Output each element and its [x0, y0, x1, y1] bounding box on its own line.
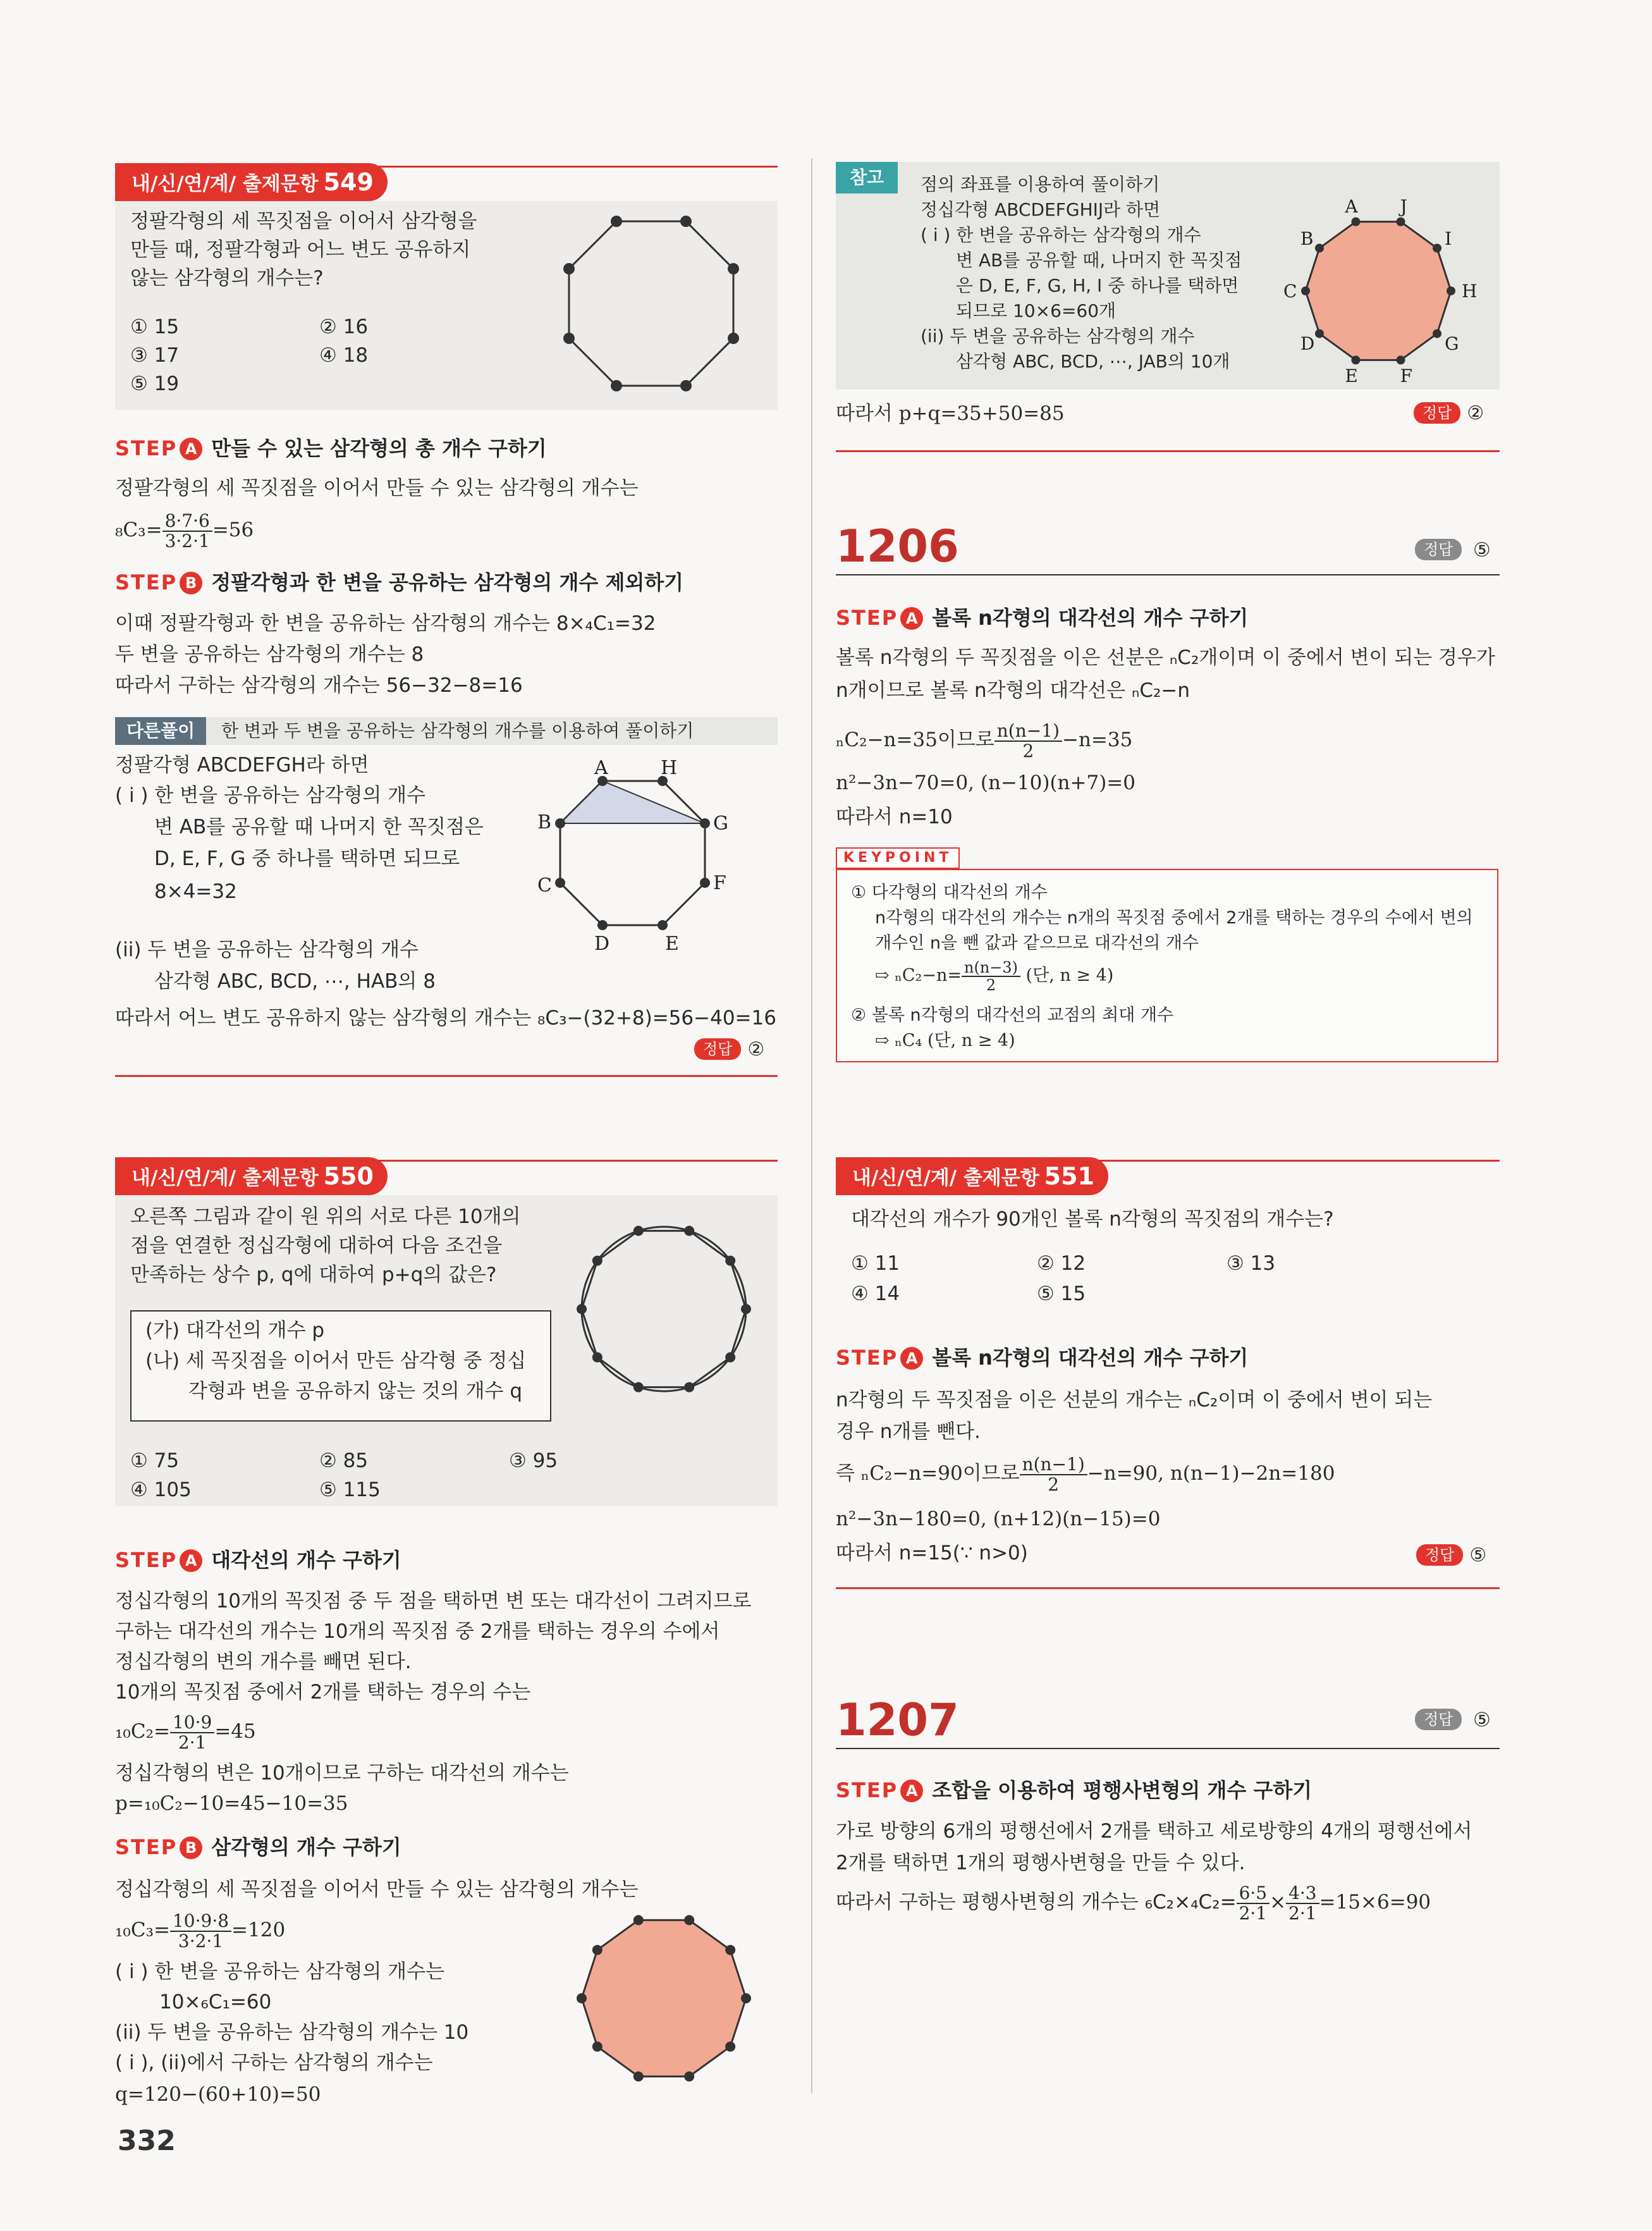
q550-tag [115, 1157, 388, 1195]
vertex-label-e: E [665, 933, 679, 955]
answer-pill: 정답 [1414, 402, 1460, 424]
equation-lhs: ₙC₂−n=35이므로 [836, 728, 994, 751]
vertex-dot [1351, 355, 1360, 364]
q549-tag-label: 내/신/연/계/ 출제문항 [132, 173, 319, 195]
q550-step-b-line-1: ( i ) 한 변을 공유하는 삼각형의 개수는 [115, 1960, 445, 1983]
vertex-dot [633, 1226, 644, 1236]
keypoint-formula-condition: (단, n ≥ 4) [1025, 966, 1114, 985]
vertex-dot [1397, 218, 1405, 226]
keypoint-line-3: 개수인 n을 뺀 값과 같으므로 대각선의 개수 [875, 933, 1199, 953]
step-word: STEP [836, 606, 898, 630]
note-line-4: 변 AB를 공유할 때, 나머지 한 꼭짓점 [956, 250, 1242, 271]
q551-number: 551 [1044, 1162, 1094, 1190]
formula-lhs: ₈C₃= [115, 519, 162, 541]
vertex-label-c: C [537, 875, 552, 897]
q549-alt-line-3: 변 AB를 공유할 때 나머지 한 꼭짓점은 [154, 816, 484, 839]
problem-1207-equation [836, 1877, 1431, 1927]
formula-rhs: =45 [214, 1720, 256, 1743]
vertex-dot [1397, 355, 1405, 364]
fraction-numerator: 10·9·8 [170, 1912, 231, 1932]
q550-number: 550 [323, 1162, 374, 1190]
q549-choice-1: ① 15 [130, 316, 180, 338]
fraction-numerator: 8·7·6 [162, 512, 212, 532]
q550-step-a-heading [115, 1547, 401, 1573]
step-word: STEP [115, 1548, 178, 1572]
equation-fraction [994, 722, 1062, 761]
fraction-numerator: n(n−1) [1020, 1455, 1087, 1475]
vertex-dot [577, 1993, 587, 2003]
note-conclusion: 따라서 p+q=35+50=85 [836, 402, 1065, 425]
q550-step-b-line-4: ( i ), (ii)에서 구하는 삼각형의 개수는 [115, 2051, 433, 2074]
q549-step-b-title: 정팔각형과 한 변을 공유하는 삼각형의 개수 제외하기 [211, 570, 684, 594]
answer-value: ⑤ [1469, 1544, 1487, 1566]
problem-1206-step-a-heading [836, 605, 1248, 631]
problem-1207-number: 1207 [836, 1694, 959, 1746]
q551-equation-1 [836, 1448, 1335, 1499]
vertex-dot [592, 2041, 603, 2051]
note-labeled-decagon-figure [1283, 190, 1492, 386]
q549-step-a-formula [115, 506, 254, 554]
q549-choice-4: ④ 18 [319, 344, 369, 367]
fraction-numerator: n(n−1) [994, 722, 1062, 742]
vertex-label: B [1300, 228, 1314, 250]
q550-question-line-1: 오른쪽 그림과 같이 원 위의 서로 다른 10개의 [130, 1205, 521, 1228]
q551-equation-2: n²−3n−180=0, (n+12)(n−15)=0 [836, 1508, 1161, 1530]
q549-step-b-line-2: 두 변을 공유하는 삼각형의 개수는 8 [115, 643, 424, 666]
vertex-dot [741, 1304, 751, 1314]
q551-equation-3: 따라서 n=15(∵ n>0) [836, 1542, 1028, 1564]
vertex-label: F [1400, 366, 1413, 386]
fraction-denominator: 3·2·1 [178, 1930, 224, 1951]
fraction-denominator: 3·2·1 [164, 530, 210, 551]
q550-condition-3: 각형과 변을 공유하지 않는 것의 개수 q [188, 1380, 522, 1403]
fraction-denominator: 2·1 [1288, 1902, 1317, 1924]
vertex-dot [725, 1256, 735, 1266]
q550-step-b-line-2: 10×₆C₁=60 [159, 1991, 272, 2013]
column-divider [811, 158, 812, 2093]
step-word: STEP [115, 436, 178, 460]
q549-alt-line-5: 8×4=32 [154, 880, 237, 903]
fraction-denominator: 2·1 [1239, 1902, 1268, 1924]
vertex-dot [577, 1304, 587, 1314]
problem-1206-line-2: n개이므로 볼록 n각형의 대각선은 ₙC₂−n [836, 679, 1190, 702]
q550-choice-4: ④ 105 [130, 1478, 192, 1501]
q549-answer [694, 1037, 764, 1062]
vertex-dot [633, 1915, 644, 1925]
fraction-numerator: 10·9 [170, 1713, 214, 1733]
vertex-dot [1315, 243, 1324, 252]
q551-bottom-rule [836, 1587, 1500, 1589]
q550-step-a-after-2: p=₁₀C₂−10=45−10=35 [115, 1792, 348, 1815]
problem-1206-number: 1206 [836, 520, 959, 572]
q549-choice-3: ③ 17 [130, 344, 180, 367]
q551-choice-5: ⑤ 15 [1037, 1282, 1086, 1305]
vertex-dot [1315, 329, 1324, 338]
vertex-dot [633, 2072, 644, 2082]
q550-filled-decagon-figure [569, 1903, 759, 2093]
problem-1206-equation-1 [836, 715, 1132, 765]
equation-fraction [1020, 1455, 1087, 1494]
step-word: STEP [115, 1835, 178, 1859]
q551-answer [1416, 1543, 1486, 1568]
q550-choice-3: ③ 95 [509, 1449, 558, 1472]
vertex-dot [741, 1993, 751, 2003]
vertex-dot [1433, 243, 1441, 252]
q551-tag [836, 1157, 1108, 1195]
fraction-denominator: 2·1 [178, 1731, 207, 1753]
vertex-dot [592, 1945, 603, 1955]
vertex-dot [1301, 286, 1310, 295]
note-line-7: (ii) 두 변을 공유하는 삼각형의 개수 [921, 326, 1195, 347]
vertex-label: G [1445, 333, 1459, 354]
formula-fraction [162, 512, 212, 551]
note-line-5: 은 D, E, F, G, H, I 중 하나를 택하면 [956, 275, 1239, 296]
step-badge-a: A [900, 1347, 923, 1370]
note-answer [1414, 401, 1484, 426]
q549-alt-line-2: ( i ) 한 변을 공유하는 삼각형의 개수 [115, 784, 426, 807]
vertex-label: J [1400, 195, 1407, 217]
equation-rhs: −n=35 [1062, 728, 1133, 751]
step-badge-a: A [900, 1779, 923, 1802]
note-line-6: 되므로 10×6=60개 [956, 300, 1117, 321]
vertex-dot [592, 1256, 603, 1266]
equation-fraction-2 [1286, 1884, 1319, 1923]
q549-choice-2: ② 16 [319, 316, 369, 338]
fraction-denominator: 2 [1022, 740, 1034, 761]
vertex-dot [1447, 286, 1455, 295]
vertex-dot [725, 2041, 735, 2051]
q551-tag-label: 내/신/연/계/ 출제문항 [852, 1167, 1039, 1189]
equation-lhs: 즉 ₙC₂−n=90이므로 [836, 1462, 1020, 1485]
q551-question: 대각선의 개수가 90개인 볼록 n각형의 꼭짓점의 개수는? [851, 1208, 1334, 1231]
q549-step-a-text: 정팔각형의 세 꼭짓점을 이어서 만들 수 있는 삼각형의 개수는 [115, 477, 639, 500]
q549-bottom-rule [115, 1075, 778, 1077]
problem-1206-line-1: 볼록 n각형의 두 꼭짓점을 이은 선분은 ₙC₂개이며 이 중에서 변이 되는 경우가 [836, 646, 1495, 669]
q549-step-b-heading [115, 569, 683, 596]
answer-pill: 정답 [694, 1038, 741, 1060]
keypoint-fraction [962, 959, 1020, 993]
vertex-dot [1433, 329, 1441, 338]
q550-condition-2: (나) 세 꼭짓점을 이어서 만든 삼각형 중 정십 [145, 1349, 527, 1372]
q549-alt-line-7: 삼각형 ABC, BCD, ⋯, HAB의 8 [154, 970, 436, 993]
problem-1206-equation-2: n²−3n−70=0, (n−10)(n+7)=0 [836, 771, 1136, 794]
times-sign: × [1270, 1891, 1287, 1914]
problem-1207-line-1: 가로 방향의 6개의 평행선에서 2개를 택하고 세로방향의 4개의 평행선에서 [836, 1820, 1472, 1843]
fraction-denominator: 2 [1048, 1473, 1060, 1495]
q550-step-a-line-4: 10개의 꼭짓점 중에서 2개를 택하는 경우의 수는 [115, 1681, 531, 1704]
fraction-numerator: 6·5 [1237, 1884, 1270, 1904]
equation-rhs: =15×6=90 [1319, 1891, 1431, 1914]
q550-step-b-line-3: (ii) 두 변을 공유하는 삼각형의 개수는 10 [115, 2021, 469, 2044]
vertex-dot [725, 1352, 735, 1362]
keypoint-line-1: ① 다각형의 대각선의 개수 [851, 883, 1048, 902]
q550-step-a-after-1: 정십각형의 변은 10개이므로 구하는 대각선의 개수는 [115, 1762, 569, 1785]
q549-step-b-line-1: 이때 정팔각형과 한 변을 공유하는 삼각형의 개수는 8×₄C₁=32 [115, 612, 656, 635]
q550-tag-label: 내/신/연/계/ 출제문항 [132, 1167, 319, 1189]
q551-line-2: 경우 n개를 뺀다. [836, 1420, 981, 1443]
step-word: STEP [115, 570, 178, 594]
note-line-1: 점의 좌표를 이용하여 풀이하기 [921, 174, 1160, 195]
q550-step-b-formula [115, 1906, 285, 1954]
problem-1206-step-a-title: 볼록 n각형의 대각선의 개수 구하기 [932, 606, 1249, 630]
answer-value: ② [1467, 402, 1484, 424]
problem-1207-answer-pill: 정답 [1415, 1709, 1462, 1730]
q551-choice-1: ① 11 [851, 1252, 900, 1275]
problem-1206-answer-pill: 정답 [1415, 539, 1462, 560]
keypoint-line-5: ② 볼록 n각형의 대각선의 교점의 최대 개수 [851, 1005, 1174, 1025]
q549-alt-line-1: 정팔각형 ABCDEFGH라 하면 [115, 754, 369, 777]
q550-step-a-line-2: 구하는 대각선의 개수는 10개의 꼭짓점 중 2개를 택하는 경우의 수에서 [115, 1620, 720, 1643]
q550-step-b-text: 정십각형의 세 꼭짓점을 이어서 만들 수 있는 삼각형의 개수는 [115, 1878, 639, 1901]
problem-1207-answer: ⑤ [1473, 1709, 1491, 1731]
q549-step-a-heading [115, 435, 547, 462]
fraction-numerator: 4·3 [1286, 1884, 1319, 1904]
formula-lhs: ₁₀C₃= [115, 1919, 170, 1941]
vertex-dot [684, 2072, 694, 2082]
step-badge-a: A [900, 607, 923, 630]
vertex-label-d: D [594, 933, 610, 955]
vertex-dot [592, 1352, 603, 1362]
q549-step-b-line-3: 따라서 구하는 삼각형의 개수는 56−32−8=16 [115, 674, 523, 697]
q549-tag [115, 163, 388, 201]
fraction-denominator: 2 [986, 976, 996, 994]
q550-step-b-line-5: q=120−(60+10)=50 [115, 2083, 321, 2106]
vertex-label-b: B [537, 811, 552, 833]
note-bottom-rule [836, 450, 1500, 452]
q551-step-a-heading [836, 1344, 1248, 1371]
problem-1207-line-2: 2개를 택하면 1개의 평행사변형을 만들 수 있다. [836, 1852, 1245, 1874]
step-badge-b: B [180, 572, 202, 594]
q550-step-a-line-1: 정십각형의 10개의 꼭짓점 중 두 점을 택하면 변 또는 대각선이 그려지므로 [115, 1590, 752, 1613]
keypoint-line-2: n각형의 대각선의 개수는 n개의 꼭짓점 중에서 2개를 택하는 경우의 수에서 변의 [875, 908, 1473, 928]
q551-line-1: n각형의 두 꼭짓점을 이은 선분의 개수는 ₙC₂이며 이 중에서 변이 되는 [836, 1389, 1433, 1411]
step-badge-a: A [180, 1549, 202, 1572]
vertex-label: D [1300, 333, 1315, 354]
problem-1206-equation-3: 따라서 n=10 [836, 806, 953, 828]
step-badge-a: A [180, 438, 202, 460]
formula-lhs: ₁₀C₂= [115, 1720, 170, 1743]
q551-choice-3: ③ 13 [1227, 1252, 1276, 1275]
problem-1206-rule [836, 574, 1500, 575]
q550-step-b-heading [115, 1834, 401, 1860]
vertex-label-a: A [594, 759, 608, 779]
answer-pill: 정답 [1416, 1544, 1463, 1566]
q550-question-line-2: 점을 연결한 정십각형에 대하여 다음 조건을 [130, 1234, 503, 1257]
q550-choice-5: ⑤ 115 [319, 1478, 381, 1501]
keypoint-formula [875, 954, 1113, 998]
vertex-label: C [1283, 281, 1297, 302]
q549-alt-line-4: D, E, F, G 중 하나를 택하면 되므로 [154, 847, 460, 870]
vertex-dot [725, 1945, 735, 1955]
q550-step-b-title: 삼각형의 개수 구하기 [211, 1835, 401, 1859]
q549-alt-label: 다른풀이 [115, 717, 206, 745]
vertex-label-h: H [661, 759, 678, 779]
q550-choice-1: ① 75 [130, 1449, 180, 1472]
note-label: 참고 [836, 162, 898, 194]
step-word: STEP [836, 1346, 898, 1370]
keypoint-label: KEYPOINT [836, 847, 960, 869]
problem-1206-answer: ⑤ [1473, 539, 1491, 562]
q550-choice-2: ② 85 [319, 1449, 369, 1472]
q549-number: 549 [323, 168, 374, 196]
q550-condition-1: (가) 대각선의 개수 p [145, 1319, 325, 1342]
fraction-numerator: n(n−3) [962, 959, 1020, 977]
vertex-label: I [1445, 228, 1452, 250]
equation-fraction-1 [1237, 1884, 1270, 1923]
step-word: STEP [836, 1778, 898, 1802]
q549-question-line-2: 만들 때, 정팔각형과 어느 변도 공유하지 [130, 238, 471, 261]
vertex-dot [1351, 218, 1360, 226]
keypoint-line-6: ⇨ ₙC₄ (단, n ≥ 4) [875, 1031, 1015, 1050]
vertex-label-g: G [713, 813, 728, 835]
problem-1207-step-a-title: 조합을 이용하여 평행사변형의 개수 구하기 [932, 1778, 1312, 1802]
q549-question-line-3: 않는 삼각형의 개수는? [130, 267, 324, 290]
vertex-dot [684, 1226, 694, 1236]
q549-alt-line-6: (ii) 두 변을 공유하는 삼각형의 개수 [115, 938, 419, 961]
equation-rhs: −n=90, n(n−1)−2n=180 [1087, 1462, 1335, 1485]
page-number: 332 [118, 2125, 176, 2157]
problem-1207-rule [836, 1748, 1500, 1749]
q549-octagon-figure [556, 209, 746, 398]
q549-alt-title: 한 변과 두 변을 공유하는 삼각형의 개수를 이용하여 풀이하기 [221, 720, 694, 741]
vertex-dot [633, 1382, 644, 1392]
formula-rhs: =56 [212, 519, 254, 541]
formula-rhs: =120 [231, 1919, 286, 1941]
q551-step-a-title: 볼록 n각형의 대각선의 개수 구하기 [932, 1346, 1249, 1370]
formula-fraction [170, 1912, 231, 1951]
equation-lhs: 따라서 구하는 평행사변형의 개수는 ₆C₂×₄C₂= [836, 1891, 1237, 1914]
note-line-2: 정십각형 ABCDEFGHIJ라 하면 [921, 199, 1161, 220]
vertex-label-f: F [713, 872, 726, 894]
q549-step-a-title: 만들 수 있는 삼각형의 총 개수 구하기 [211, 436, 547, 460]
vertex-label: E [1345, 366, 1358, 386]
note-line-8: 삼각형 ABC, BCD, ⋯, JAB의 10개 [956, 351, 1230, 372]
vertex-dot [684, 1915, 694, 1925]
answer-value: ② [747, 1038, 765, 1060]
step-badge-b: B [180, 1836, 202, 1859]
keypoint-formula-lhs: ⇨ ₙC₂−n= [875, 966, 962, 985]
q550-step-a-formula [115, 1707, 256, 1755]
q549-alt-line-8: 따라서 어느 변도 공유하지 않는 삼각형의 개수는 ₈C₃−(32+8)=56−40=16 [115, 1007, 776, 1029]
q551-choice-2: ② 12 [1037, 1252, 1086, 1275]
q550-step-a-line-3: 정십각형의 변의 개수를 빼면 된다. [115, 1650, 412, 1673]
problem-1207-step-a-heading [836, 1777, 1312, 1804]
vertex-label: A [1345, 195, 1358, 217]
q549-question-line-1: 정팔각형의 세 꼭짓점을 이어서 삼각형을 [130, 210, 477, 233]
q550-step-a-title: 대각선의 개수 구하기 [211, 1548, 401, 1572]
q550-question-line-3: 만족하는 상수 p, q에 대하여 p+q의 값은? [130, 1263, 497, 1286]
formula-fraction [170, 1713, 214, 1752]
q549-choice-5: ⑤ 19 [130, 372, 180, 395]
vertex-label: H [1462, 281, 1478, 302]
q550-circle-decagon-figure [569, 1214, 759, 1404]
q551-choice-4: ④ 14 [851, 1282, 900, 1305]
q549-labeled-octagon-figure [525, 759, 765, 974]
vertex-dot [684, 1382, 694, 1392]
note-line-3: ( i ) 한 변을 공유하는 삼각형의 개수 [921, 224, 1201, 245]
